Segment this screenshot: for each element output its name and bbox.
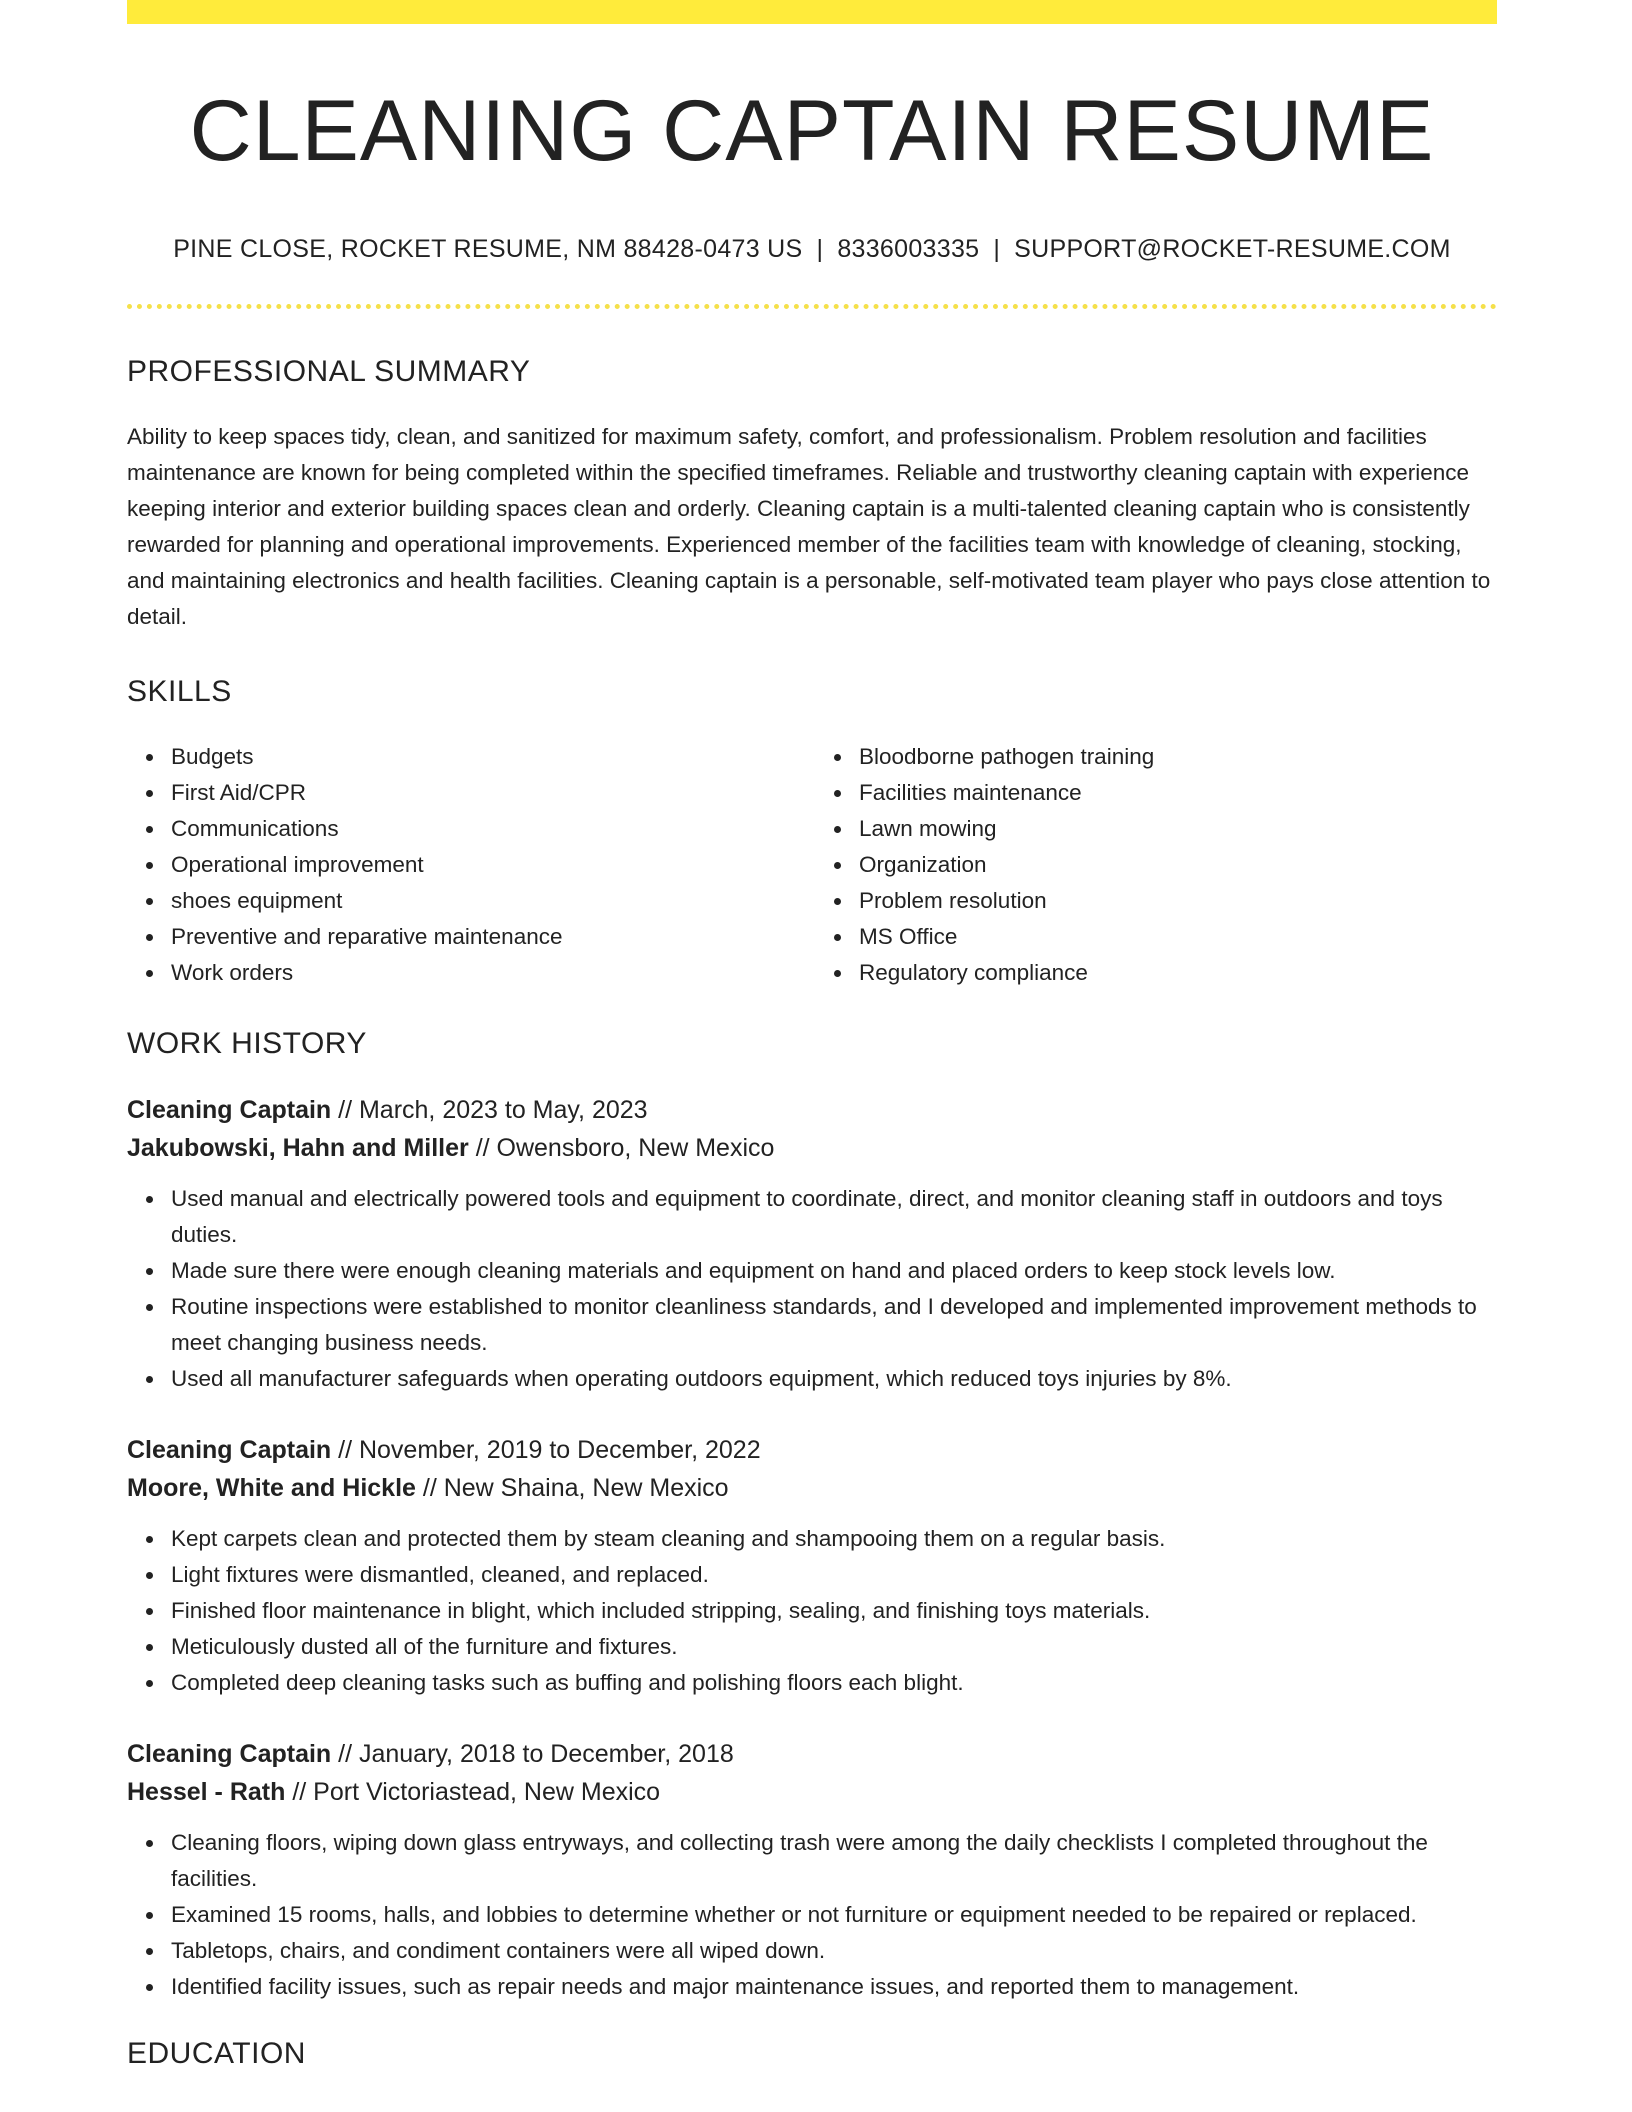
job-entry: [127, 1091, 1497, 1397]
job-location: // Port Victoriastead, New Mexico: [285, 1777, 661, 1806]
job-company-line: [127, 1773, 1497, 1811]
skill-item: Communications: [171, 811, 801, 847]
job-duty: Completed deep cleaning tasks such as buffing and polishing floors each blight.: [171, 1665, 1497, 1701]
dotted-divider: [127, 304, 1497, 309]
contact-phone: 8336003335: [837, 234, 980, 263]
job-duty: Finished floor maintenance in blight, which included stripping, sealing, and finishing toys materials.: [171, 1593, 1497, 1629]
summary-heading: PROFESSIONAL SUMMARY: [127, 354, 531, 388]
job-title: Cleaning Captain: [127, 1739, 332, 1768]
job-duty: Made sure there were enough cleaning materials and equipment on hand and placed orders to keep stock levels low.: [171, 1253, 1497, 1289]
job-duties: [127, 1825, 1497, 2005]
job-duty: Identified facility issues, such as repair needs and major maintenance issues, and reported them to management.: [171, 1969, 1497, 2005]
job-title-line: [127, 1091, 1497, 1129]
contact-email: SUPPORT@ROCKET-RESUME.COM: [1014, 234, 1451, 263]
job-dates: // November, 2019 to December, 2022: [331, 1435, 761, 1464]
resume-title: CLEANING CAPTAIN RESUME: [189, 83, 1435, 179]
skills-list: [127, 739, 1497, 991]
job-title-line: [127, 1735, 1497, 1773]
skill-item: shoes equipment: [171, 883, 801, 919]
skill-item: First Aid/CPR: [171, 775, 801, 811]
skill-item: Budgets: [171, 739, 801, 775]
job-duty: Used all manufacturer safeguards when operating outdoors equipment, which reduced toys injuries by 8%.: [171, 1361, 1497, 1397]
job-title: Cleaning Captain: [127, 1095, 332, 1124]
job-location: // New Shaina, New Mexico: [415, 1473, 729, 1502]
job-company-line: [127, 1129, 1497, 1167]
job-company-line: [127, 1469, 1497, 1507]
education-heading: EDUCATION: [127, 2036, 306, 2070]
job-title: Cleaning Captain: [127, 1435, 332, 1464]
skills-column-right: [801, 739, 1489, 991]
job-company: Moore, White and Hickle: [127, 1473, 416, 1502]
job-duty: Routine inspections were established to monitor cleanliness standards, and I developed and implemented improvement methods to meet changing business needs.: [171, 1289, 1497, 1361]
skills-column-left: [127, 739, 801, 991]
job-duty: Used manual and electrically powered tools and equipment to coordinate, direct, and monitor cleaning staff in outdoors and toys duties.: [171, 1181, 1497, 1253]
job-entry: [127, 1735, 1497, 2005]
job-dates: // January, 2018 to December, 2018: [331, 1739, 734, 1768]
skill-item: Bloodborne pathogen training: [859, 739, 1489, 775]
job-location: // Owensboro, New Mexico: [468, 1133, 775, 1162]
skill-item: MS Office: [859, 919, 1489, 955]
skill-item: Facilities maintenance: [859, 775, 1489, 811]
contact-separator: |: [816, 234, 824, 263]
job-entry: [127, 1431, 1497, 1701]
job-duty: Tabletops, chairs, and condiment containers were all wiped down.: [171, 1933, 1497, 1969]
resume-page: [127, 0, 1497, 2071]
job-duty: Meticulously dusted all of the furniture and fixtures.: [171, 1629, 1497, 1665]
contact-line: [127, 235, 1497, 264]
job-duty: Light fixtures were dismantled, cleaned, and replaced.: [171, 1557, 1497, 1593]
skill-item: Operational improvement: [171, 847, 801, 883]
job-company: Hessel - Rath: [127, 1777, 286, 1806]
summary-text: Ability to keep spaces tidy, clean, and sanitized for maximum safety, comfort, and professionalism. Problem resolution and facilities maintenance are known for being completed within the specified timeframes. Reliable and trustworthy cleaning captain with experience keeping interior and exterior building spaces clean and orderly. Cleaning captain is a multi-talented cleaning captain who is consistently rewarded for planning and operational improvements. Experienced member of the facilities team with knowledge of cleaning, stocking, and maintaining electronics and health facilities. Cleaning captain is a personable, self-motivated team player who pays close attention to detail.: [127, 423, 1491, 629]
job-duties: [127, 1521, 1497, 1701]
accent-bar: [127, 0, 1497, 24]
job-duty: Examined 15 rooms, halls, and lobbies to determine whether or not furniture or equipment needed to be repaired or replaced.: [171, 1897, 1497, 1933]
job-duty: Kept carpets clean and protected them by steam cleaning and shampooing them on a regular basis.: [171, 1521, 1497, 1557]
job-dates: // March, 2023 to May, 2023: [331, 1095, 648, 1124]
skill-item: Preventive and reparative maintenance: [171, 919, 801, 955]
job-duties: [127, 1181, 1497, 1397]
skill-item: Lawn mowing: [859, 811, 1489, 847]
skill-item: Work orders: [171, 955, 801, 991]
skills-heading: SKILLS: [127, 674, 232, 708]
skill-item: Organization: [859, 847, 1489, 883]
work-history-heading: WORK HISTORY: [127, 1026, 367, 1060]
job-company: Jakubowski, Hahn and Miller: [127, 1133, 469, 1162]
job-title-line: [127, 1431, 1497, 1469]
contact-address: PINE CLOSE, ROCKET RESUME, NM 88428-0473 US: [173, 234, 803, 263]
contact-separator: |: [993, 234, 1001, 263]
job-duty: Cleaning floors, wiping down glass entryways, and collecting trash were among the daily checklists I completed throughout the facilities.: [171, 1825, 1497, 1897]
skill-item: Regulatory compliance: [859, 955, 1489, 991]
skill-item: Problem resolution: [859, 883, 1489, 919]
